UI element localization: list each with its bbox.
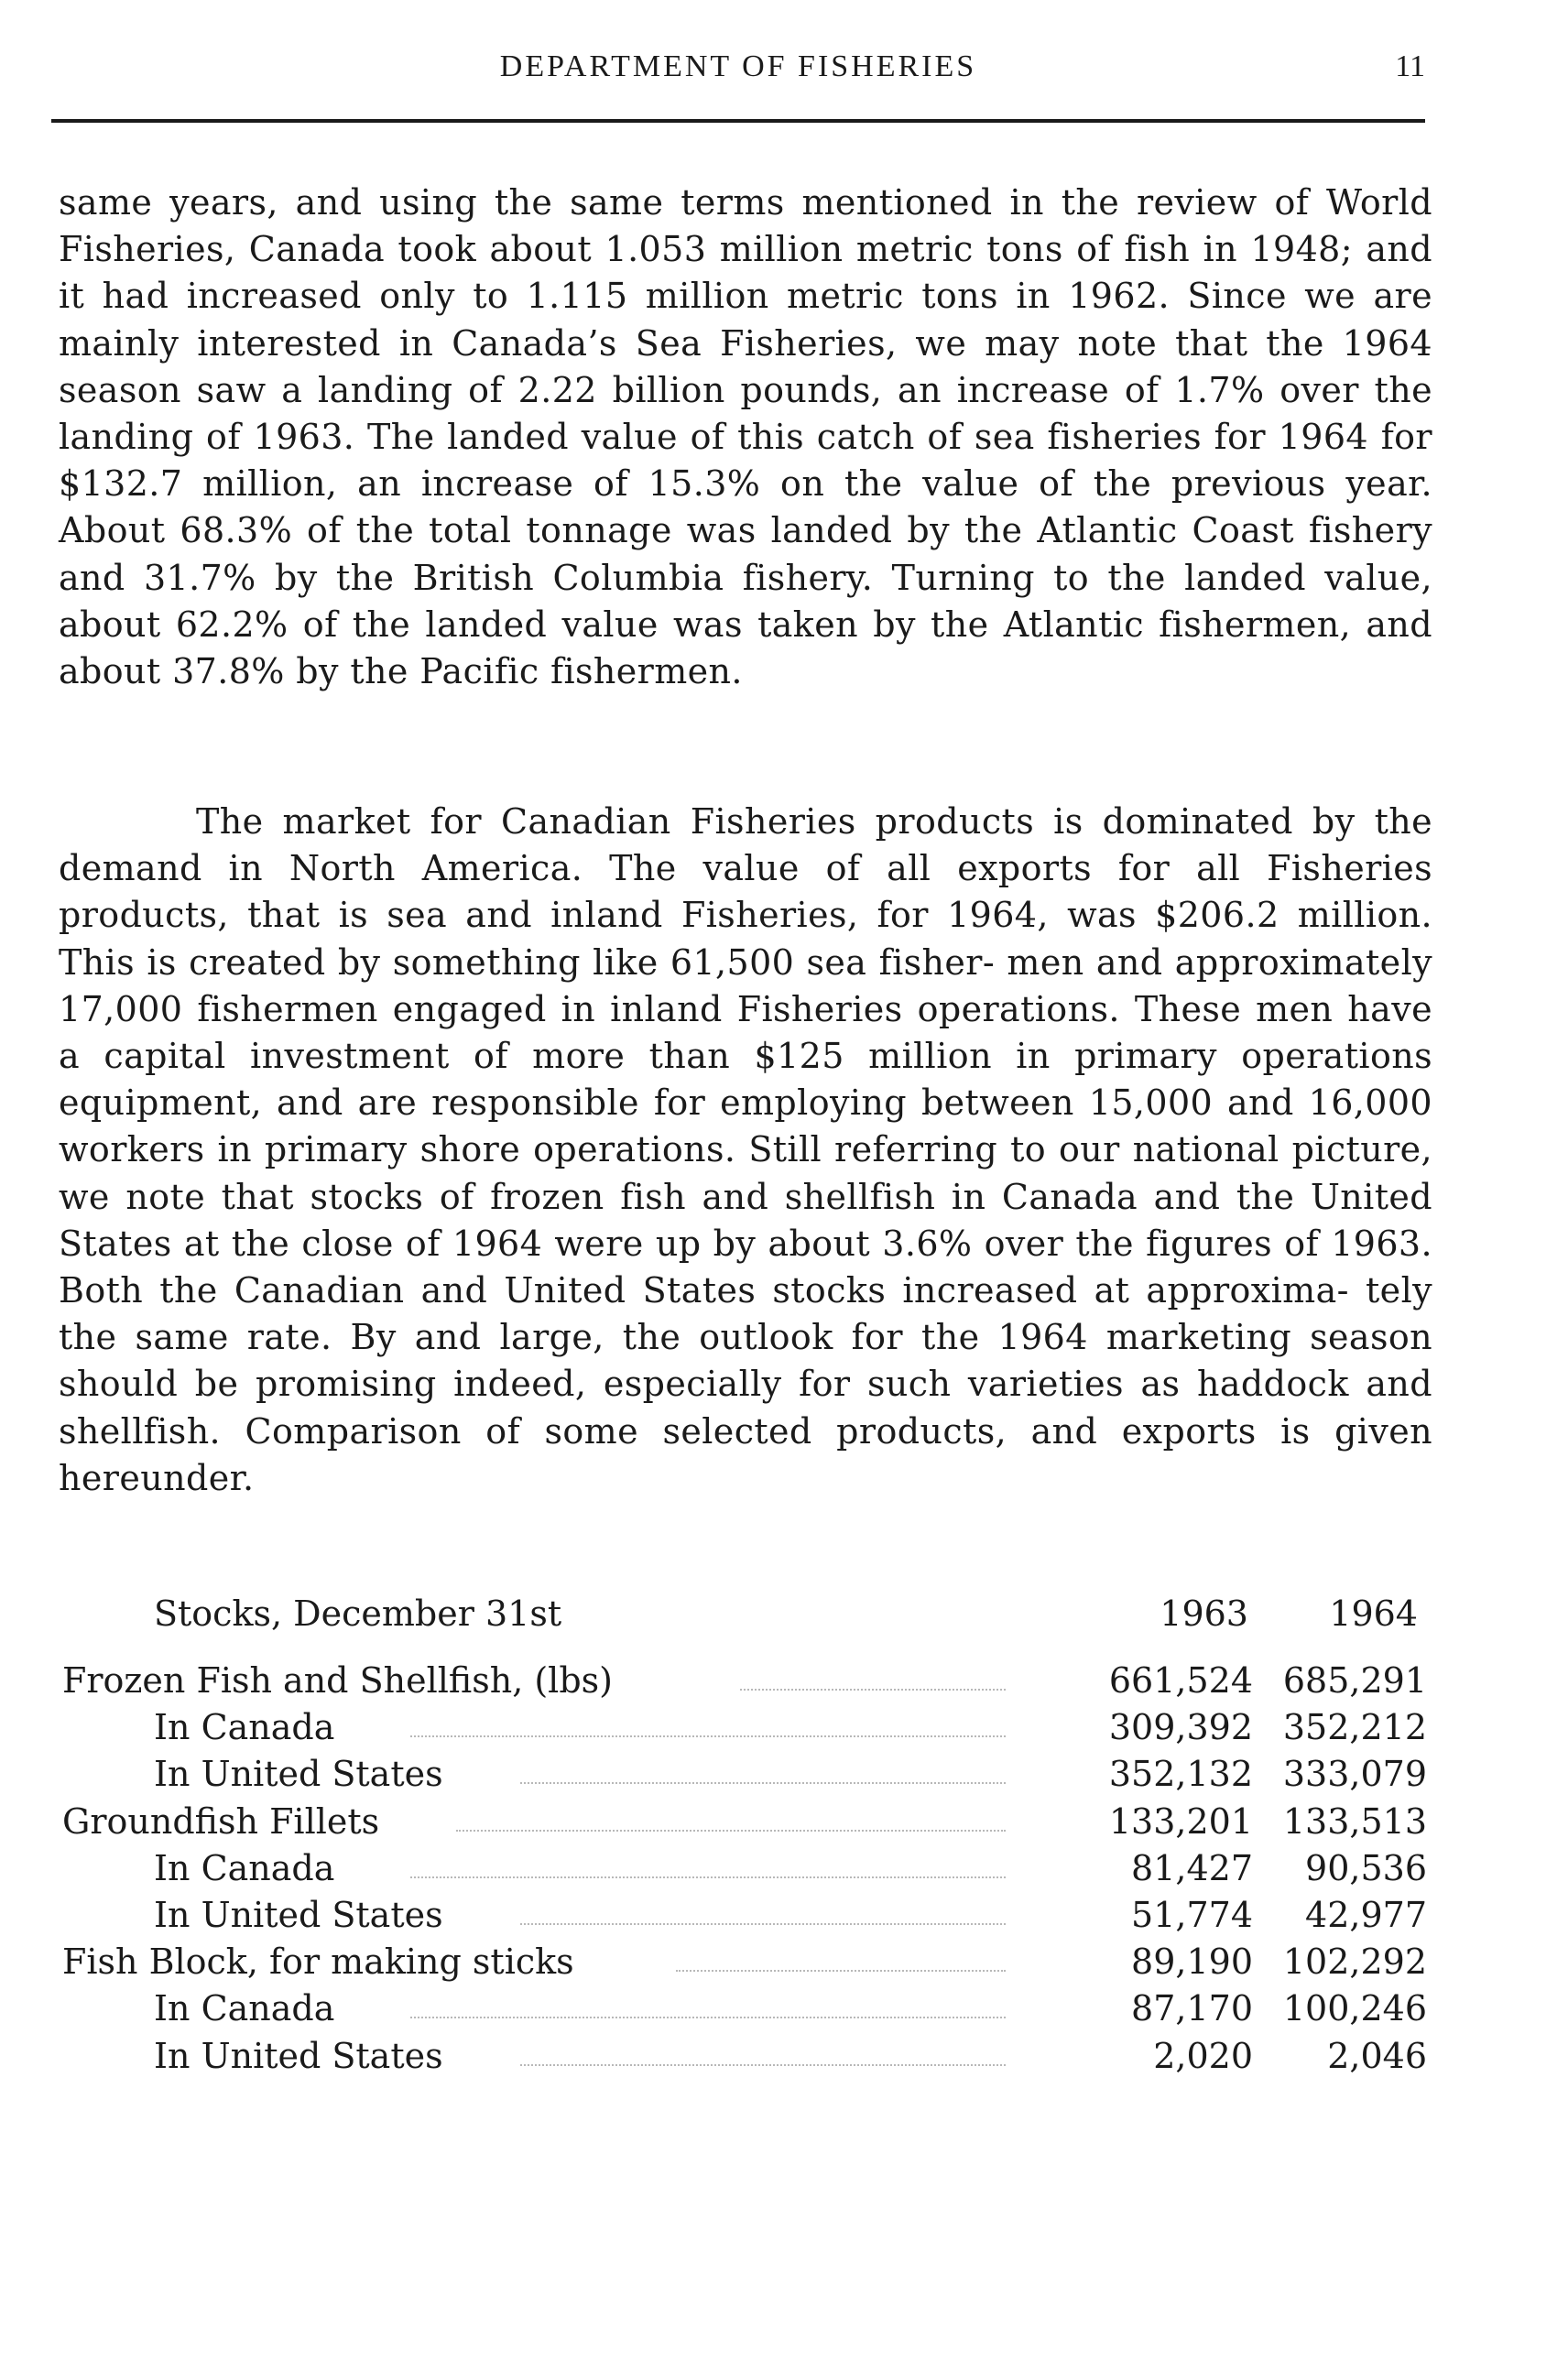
table-row <box>62 1799 1436 1845</box>
table-header-label: Stocks, December 31st <box>154 1593 562 1634</box>
table-header <box>62 1593 1436 1658</box>
value-1963: 89,190 <box>1131 1941 1253 1983</box>
paragraph-1: same years, and using the same terms mentioned in the review of World Fisheries, Canada took about 1.053 million metric tons of fish in 1948; and it had increased only to 1.115 million metric tons in 1962. Since we are mainly interested in Canada’s Sea Fisheries, we may note that the 1964 season saw a landing of 2.22 billion pounds, an increase of 1.7% over the landing of 1963. The landed value of this catch of sea fisheries for 1964 for $132.7 million, an increase of 15.3% on the value of the previous year. About 68.3% of the total tonnage was landed by the Atlantic Coast fishery and 31.7% by the British Columbia fishery. Turning to the landed value, about 62.2% of the landed value was taken by the Atlantic fishermen, and about 37.8% by the Pacific fishermen. <box>59 182 1432 692</box>
value-1963: 81,427 <box>1131 1847 1253 1888</box>
leader-dots <box>740 1689 1006 1691</box>
value-1964: 102,292 <box>1282 1941 1427 1983</box>
leader-dots <box>410 2017 1006 2018</box>
leader-dots <box>410 1876 1006 1878</box>
row-label: In United States <box>154 1894 443 1935</box>
leader-dots <box>520 2064 1006 2066</box>
leader-dots <box>676 1970 1006 1972</box>
value-1963: 2,020 <box>1153 2035 1253 2076</box>
leader-dots <box>520 1782 1006 1784</box>
value-1963: 309,392 <box>1108 1707 1253 1748</box>
row-label: In Canada <box>154 1847 335 1888</box>
running-head: DEPARTMENT OF FISHERIES <box>499 49 977 83</box>
table-row <box>62 1658 1436 1704</box>
table-row <box>62 1751 1436 1798</box>
header-rule <box>51 119 1425 123</box>
table-row <box>62 1985 1436 2032</box>
table-row <box>62 2033 1436 2080</box>
value-1964: 90,536 <box>1305 1847 1427 1888</box>
row-label: In Canada <box>154 1988 335 2029</box>
table-row <box>62 1704 1436 1751</box>
row-label: In United States <box>154 1754 443 1795</box>
table-header-1963: 1963 <box>1160 1593 1248 1634</box>
value-1963: 51,774 <box>1131 1894 1253 1935</box>
value-1963: 87,170 <box>1131 1988 1253 2029</box>
row-label: Frozen Fish and Shellfish, (lbs) <box>62 1660 613 1701</box>
row-label: Groundfish Fillets <box>62 1800 380 1842</box>
value-1964: 2,046 <box>1327 2035 1427 2076</box>
value-1963: 352,132 <box>1108 1754 1253 1795</box>
table-row <box>62 1892 1436 1939</box>
paragraph-2: The market for Canadian Fisheries products is dominated by the demand in North America. The value of all exports for all Fisheries products, that is sea and inland Fisheries, for 1964, was $206.2 million. This is created by something like 61,500 sea fisher- men and approximately 17,000 fishermen engaged in inland Fisheries operations. These men have a capital investment of more than $125 million in primary operations equipment, and are responsible for employing between 15,000 and 16,000 workers in primary shore operations. Still referring to our national picture, we note that stocks of frozen fish and shellfish in Canada and the United States at the close of 1964 were up by about 3.6% over the figures of 1963. Both the Canadian and United States stocks increased at approxima- tely the same rate. By and large, the outlook for the 1964 marketing season should be promising indeed, especially for such varieties as haddock and shellfish. Comparison of some selected products, and exports is given hereunder. <box>59 801 1432 1498</box>
row-label: In United States <box>154 2035 443 2076</box>
value-1964: 42,977 <box>1305 1894 1427 1935</box>
page-number: 11 <box>1395 49 1425 83</box>
value-1963: 661,524 <box>1108 1660 1253 1701</box>
value-1964: 133,513 <box>1282 1800 1427 1842</box>
page-header <box>51 49 1425 95</box>
row-label: In Canada <box>154 1707 335 1748</box>
row-label: Fish Block, for making sticks <box>62 1941 574 1983</box>
value-1964: 333,079 <box>1282 1754 1427 1795</box>
value-1964: 685,291 <box>1282 1660 1427 1701</box>
leader-dots <box>456 1830 1006 1832</box>
value-1963: 133,201 <box>1108 1800 1253 1842</box>
table-header-1964: 1964 <box>1329 1593 1418 1634</box>
value-1964: 100,246 <box>1282 1988 1427 2029</box>
leader-dots <box>520 1923 1006 1925</box>
value-1964: 352,212 <box>1282 1707 1427 1748</box>
stocks-table <box>62 1593 1436 2080</box>
leader-dots <box>410 1735 1006 1737</box>
table-row <box>62 1939 1436 1985</box>
table-row <box>62 1845 1436 1892</box>
